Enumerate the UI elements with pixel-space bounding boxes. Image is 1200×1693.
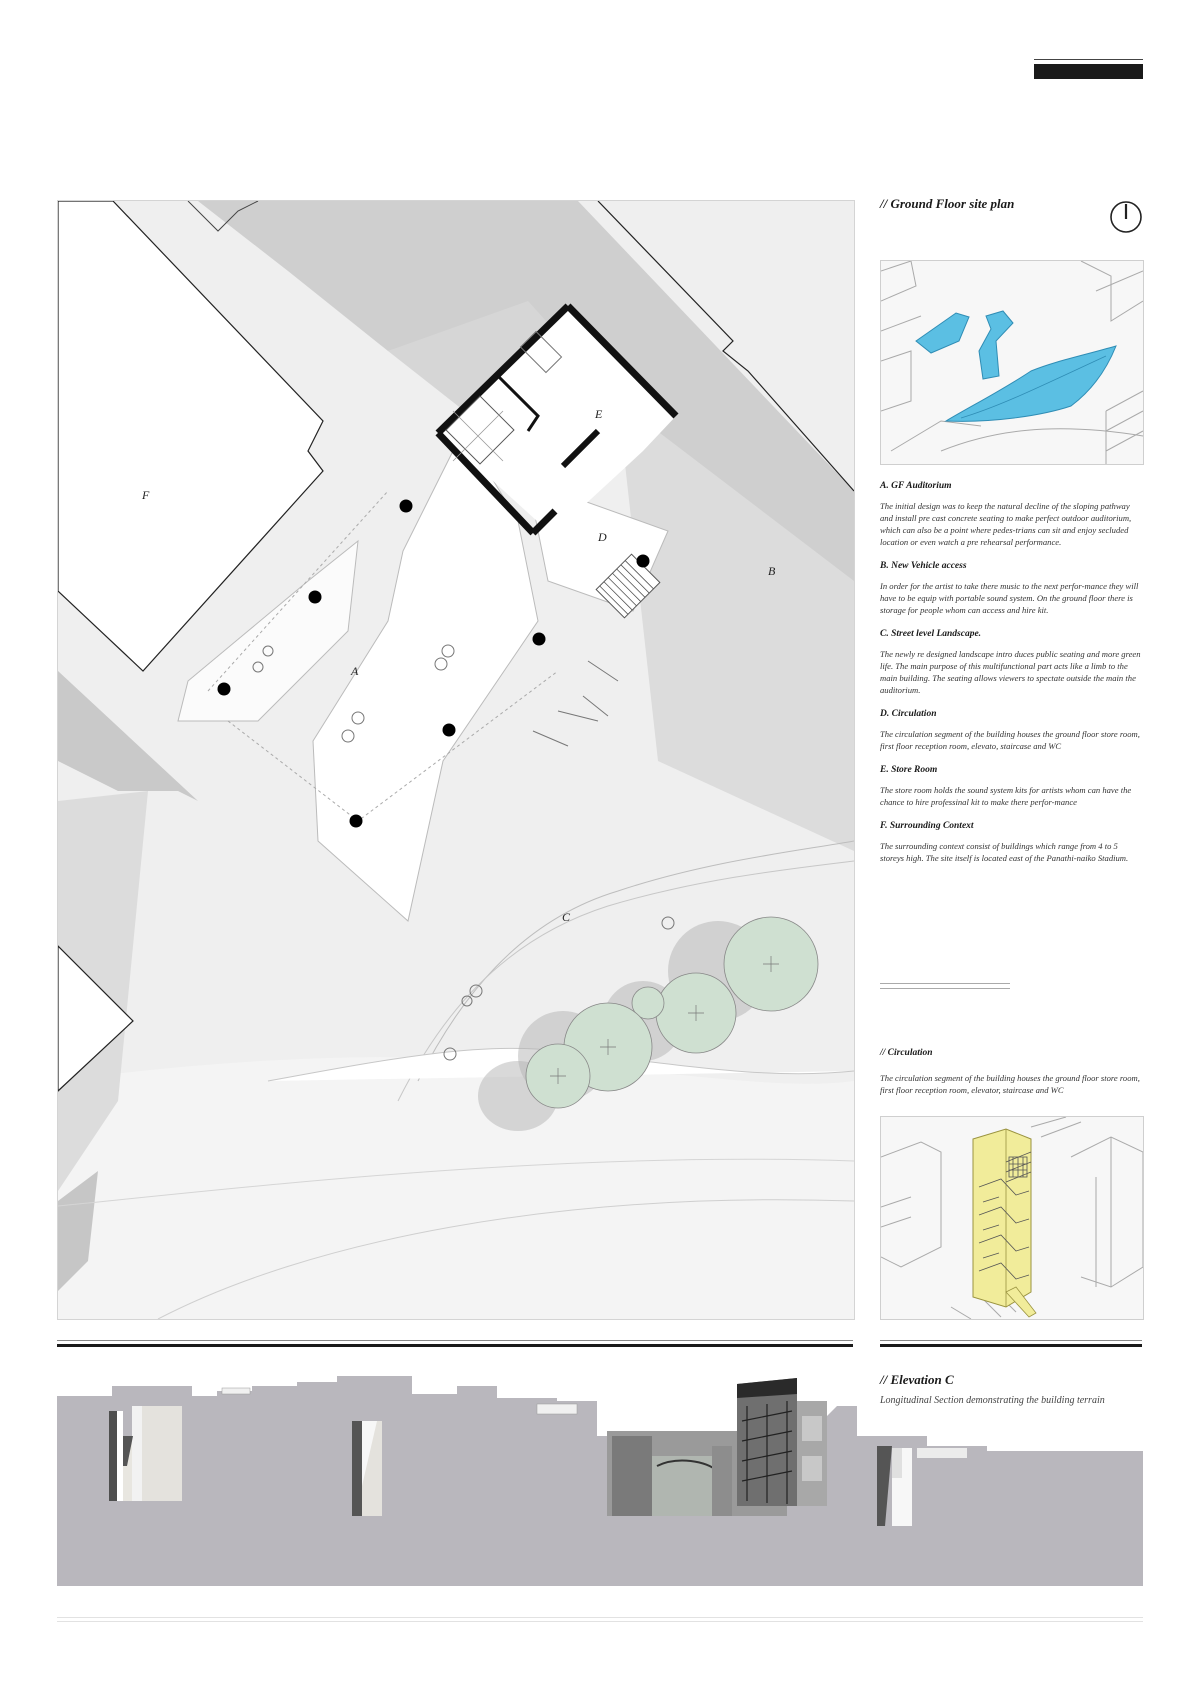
circulation-text: The circulation segment of the building houses the ground floor store room, first floor reception room, elevator, staircase and WC bbox=[880, 1073, 1140, 1095]
legend-text: In order for the artist to take there music to the next perfor-mance they will have to be equip with portable sound system. On the ground floor there is storage for people whom can access and hire kit. bbox=[880, 581, 1139, 615]
north-arrow-icon bbox=[1109, 200, 1143, 239]
site-plan-title: // Ground Floor site plan bbox=[880, 196, 1015, 211]
legend-text: The newly re designed landscape intro duces public seating and more green life. The main purpose of this multifunctional part acts like a limb to the main building. The seating allows viewers to spectate outside the main the auditorium. bbox=[880, 649, 1141, 695]
corner-bar bbox=[1034, 64, 1143, 79]
circulation-heading: // Circulation bbox=[880, 1048, 933, 1058]
legend-item bbox=[880, 709, 1142, 752]
elevation-divider-thin bbox=[880, 1340, 1142, 1341]
legend-heading: C. Street level Landscape. bbox=[880, 629, 982, 639]
legend-item bbox=[880, 629, 1142, 696]
zone-label-b: B bbox=[768, 564, 776, 578]
legend-heading: D. Circulation bbox=[880, 709, 937, 719]
legend-item bbox=[880, 821, 1142, 864]
legend-item bbox=[880, 481, 1142, 548]
corner-rule bbox=[1034, 59, 1143, 60]
legend-text: The circulation segment of the building houses the ground floor store room, first floor reception room, elevato, staircase and WC bbox=[880, 729, 1140, 751]
zone-label-f: F bbox=[142, 488, 150, 502]
legend-list bbox=[880, 481, 1142, 877]
legend-separator bbox=[880, 983, 1010, 989]
legend-text: The store room holds the sound system kits for artists whom can have the chance to hire professinal kit to make there perfor-mance bbox=[880, 785, 1132, 807]
section-divider bbox=[57, 1344, 853, 1347]
legend-heading: E. Store Room bbox=[880, 765, 938, 775]
zone-label-a: A bbox=[351, 664, 359, 678]
legend-heading: A. GF Auditorium bbox=[880, 481, 952, 491]
circulation-axonometric bbox=[880, 1116, 1144, 1320]
auditorium-axonometric bbox=[880, 260, 1144, 465]
legend-heading: F. Surrounding Context bbox=[880, 821, 974, 831]
legend-item bbox=[880, 561, 1142, 616]
elevation-subtitle: Longitudinal Section demonstrating the building terrain bbox=[880, 1395, 1105, 1406]
site-plan-drawing bbox=[57, 200, 855, 1320]
zone-label-d: D bbox=[598, 530, 607, 544]
elevation-divider bbox=[880, 1344, 1142, 1347]
zone-label-e: E bbox=[595, 407, 603, 421]
zone-label-c: C bbox=[562, 910, 571, 924]
footer-rule bbox=[57, 1617, 1143, 1622]
legend-heading: B. New Vehicle access bbox=[880, 561, 967, 571]
elevation-title: // Elevation C bbox=[880, 1372, 954, 1387]
section-divider-thin bbox=[57, 1340, 853, 1341]
legend-text: The surrounding context consist of buildings which range from 4 to 5 storeys high. The site itself is located east of the Panathi-naiko Stadium. bbox=[880, 841, 1129, 863]
legend-item bbox=[880, 765, 1142, 808]
elevation-section-drawing bbox=[57, 1376, 1143, 1586]
legend-text: The initial design was to keep the natural decline of the sloping pathway and install pre cast concrete seating to make perfect outdoor auditorium, which can also be a point where pedes-trians can sit and enjoy secluded location or even watch a pre rehearsal performance. bbox=[880, 501, 1132, 547]
